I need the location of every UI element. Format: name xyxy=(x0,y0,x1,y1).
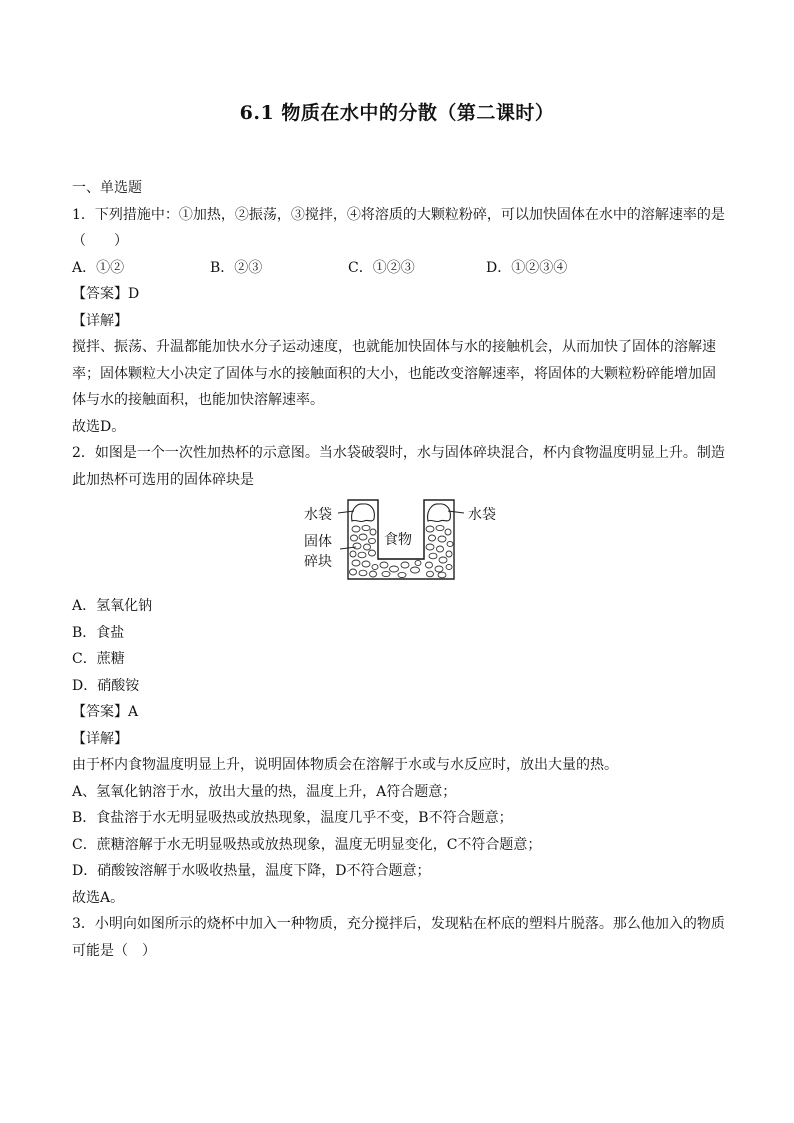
right-water-bag xyxy=(428,504,451,522)
q2-detail-intro: 由于杯内食物温度明显上升，说明固体物质会在溶解于水或与水反应时，放出大量的热。 xyxy=(72,757,618,773)
q2-option-a: A．氢氧化钠 xyxy=(72,598,153,614)
q1-detail-line-1: 搅拌、振荡、升温都能加快水分子运动速度，也就能加快固体与水的接触机会，从而加快了固体的溶解速 xyxy=(72,339,716,355)
left-water-bag xyxy=(352,504,375,522)
figure-label-left-bag: 水袋 xyxy=(304,507,332,523)
q2-stem-line-2: 此加热杯可选用的固体碎块是 xyxy=(72,471,254,488)
q1-options xyxy=(72,255,728,282)
q3-stem-line-2: 可能是（ ） xyxy=(72,942,156,959)
page-title: 6.1 物质在水中的分散（第二课时） xyxy=(239,102,555,124)
q1-conclusion: 故选D。 xyxy=(72,418,126,435)
q2-option-b: B．食盐 xyxy=(72,624,125,641)
q1-stem-line-1: 1．下列措施中：①加热，②振荡，③搅拌，④将溶质的大颗粒粉碎，可以加快固体在水中的溶解速率的是 xyxy=(72,206,725,223)
q1-option-c: C．①②③ xyxy=(348,259,415,276)
figure-label-solid-2: 碎块 xyxy=(304,554,332,570)
q2-option-c: C．蔗糖 xyxy=(72,651,125,667)
q1-option-a: A．①② xyxy=(72,259,125,276)
q1-option-b: B．②③ xyxy=(210,259,263,276)
q2-option-d: D．硝酸铵 xyxy=(72,677,140,694)
q1-stem-line-2: （ ） xyxy=(72,233,128,249)
q1-detail-line-2: 率；固体颗粒大小决定了固体与水的接触面积的大小，也能改变溶解速率，将固体的大颗粒粉碎能增加固 xyxy=(72,365,716,382)
q1-detail-label: 【详解】 xyxy=(72,312,128,329)
q2-stem-line-1: 2．如图是一个一次性加热杯的示意图。当水袋破裂时，水与固体碎块混合，杯内食物温度明显上升。制造 xyxy=(72,445,725,461)
q2-detail-item-a: A、氢氧化钠溶于水，放出大量的热，温度上升，A符合题意； xyxy=(72,783,457,800)
q2-detail-item-d: D．硝酸铵溶解于水吸收热量，温度下降，D不符合题意； xyxy=(72,863,431,879)
figure-label-solid-1: 固体 xyxy=(304,534,332,550)
q2-detail-item-c: C．蔗糖溶解于水无明显吸热或放热现象，温度无明显变化，C不符合题意； xyxy=(72,836,542,853)
q2-detail-item-b: B．食盐溶于水无明显吸热或放热现象，温度几乎不变，B不符合题意； xyxy=(72,810,513,826)
q2-detail-label: 【详解】 xyxy=(72,730,128,747)
figure-label-food: 食物 xyxy=(384,532,412,548)
heating-cup-diagram xyxy=(302,497,542,585)
q2-answer: 【答案】A xyxy=(72,704,139,720)
q1-detail-line-3: 体与水的接触面积，也能加快溶解速率。 xyxy=(72,392,324,408)
question-2 xyxy=(72,440,728,911)
q2-conclusion: 故选A。 xyxy=(72,889,125,906)
heating-cup-figure xyxy=(72,497,728,585)
figure-label-right-bag: 水袋 xyxy=(468,507,496,523)
q3-stem-line-1: 3．小明向如图所示的烧杯中加入一种物质，充分搅拌后，发现粘在杯底的塑料片脱落。那么他加入的物质 xyxy=(72,916,725,932)
document-body xyxy=(72,175,728,964)
question-1 xyxy=(72,202,728,441)
section-heading: 一、单选题 xyxy=(72,180,142,196)
question-3 xyxy=(72,911,728,964)
q1-answer: 【答案】D xyxy=(72,286,140,302)
q1-option-d: D．①②③④ xyxy=(486,259,568,276)
